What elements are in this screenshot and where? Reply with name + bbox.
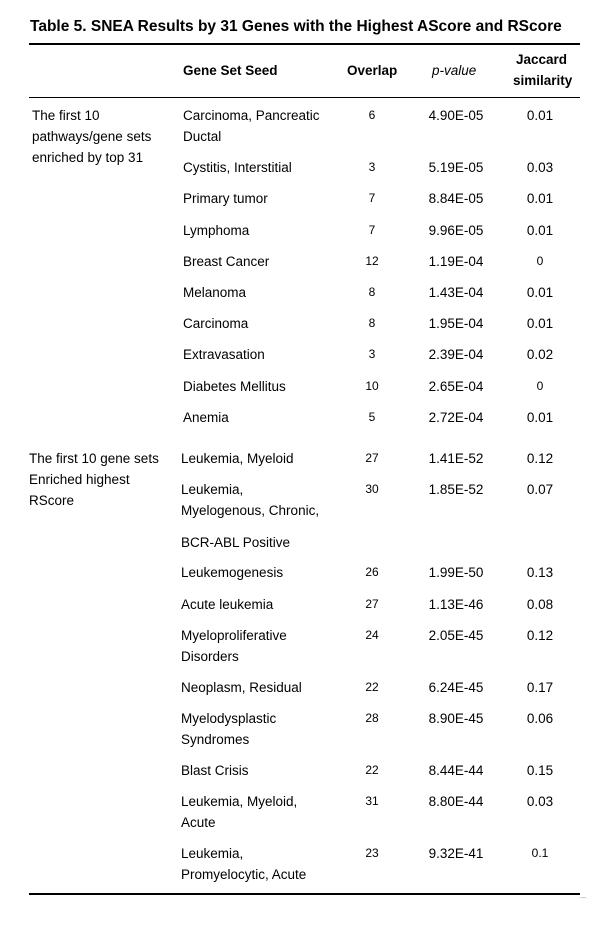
gene-set-seed-line: Leukemia, [181, 846, 244, 861]
p-value-cell: 2.72E-04 [428, 410, 484, 425]
jaccard-cell: 0.1 [531, 846, 549, 860]
gene-set-seed-cell [183, 105, 343, 147]
header-overlap: Overlap [347, 63, 398, 78]
gene-set-seed-cell [183, 313, 343, 334]
gene-set-seed-cell [183, 188, 343, 209]
group-label-line: The first 10 gene sets [29, 451, 159, 466]
gene-set-seed-cell [183, 220, 343, 241]
gene-set-seed-line: Cystitis, Interstitial [183, 160, 292, 175]
overlap-cell: 24 [365, 628, 379, 642]
p-value-cell: 5.19E-05 [428, 160, 484, 175]
overlap-cell: 28 [365, 711, 379, 725]
p-value-cell: 8.84E-05 [428, 191, 484, 206]
p-value-cell: 9.32E-41 [428, 846, 484, 861]
gene-set-seed-line: BCR-ABL Positive [181, 535, 291, 550]
overlap-cell: 23 [365, 846, 379, 860]
jaccard-cell: 0.01 [526, 410, 554, 425]
gene-set-seed-line: Leukemia, Myeloid [181, 451, 294, 466]
p-value-cell: 4.90E-05 [428, 108, 484, 123]
jaccard-cell: 0.02 [526, 347, 554, 362]
header-jaccard-line1: Jaccard [516, 52, 568, 67]
p-value-cell: 1.95E-04 [428, 316, 484, 331]
overlap-cell: 6 [368, 108, 376, 122]
gene-set-seed-line [181, 521, 341, 532]
gene-set-seed-line: Lymphoma [183, 223, 250, 238]
gene-set-seed-cell [181, 708, 341, 750]
jaccard-cell: 0.08 [526, 597, 554, 612]
overlap-cell: 12 [365, 254, 379, 268]
jaccard-cell: 0.01 [526, 108, 554, 123]
top-rule [29, 43, 580, 45]
p-value-cell: 8.80E-44 [428, 794, 484, 809]
header-p-value [432, 60, 476, 81]
gene-set-seed-cell [181, 760, 341, 781]
overlap-cell: 7 [368, 223, 376, 237]
gene-set-seed-cell [181, 448, 341, 469]
jaccard-cell: 0.03 [526, 794, 554, 809]
jaccard-cell: 0.13 [526, 565, 554, 580]
jaccard-cell: 0.12 [526, 451, 554, 466]
gene-set-seed-line: Melanoma [183, 285, 247, 300]
gene-set-seed-cell [181, 677, 341, 698]
p-value-cell: 2.05E-45 [428, 628, 484, 643]
gene-set-seed-line: Acute [181, 815, 216, 830]
group-label [32, 105, 172, 168]
p-value-cell: 8.44E-44 [428, 763, 484, 778]
group-label-line: The first 10 [32, 108, 100, 123]
header-jaccard-line2: similarity [513, 73, 573, 88]
group-label-line: RScore [29, 493, 75, 508]
gene-set-seed-line: Myelodysplastic [181, 711, 277, 726]
group-label-line: enriched by top 31 [32, 150, 144, 165]
p-value-cell: 2.65E-04 [428, 379, 484, 394]
gene-set-seed-cell [183, 251, 343, 272]
gene-set-seed-line: Myelogenous, Chronic, [181, 503, 320, 518]
gene-set-seed-cell [181, 479, 341, 553]
overlap-cell: 3 [368, 160, 376, 174]
gene-set-seed-line: Anemia [183, 410, 229, 425]
p-value-cell: 1.41E-52 [428, 451, 484, 466]
overlap-cell: 7 [368, 191, 376, 205]
overlap-cell: 8 [368, 285, 376, 299]
overlap-cell: 3 [368, 347, 376, 361]
p-value-cell: 1.43E-04 [428, 285, 484, 300]
overlap-cell: 26 [365, 565, 379, 579]
group-label-line: Enriched highest [29, 472, 130, 487]
gene-set-seed-line: Acute leukemia [181, 597, 274, 612]
overlap-cell: 27 [365, 451, 379, 465]
group-label [29, 448, 179, 511]
jaccard-cell: 0.06 [526, 711, 554, 726]
jaccard-cell: 0.17 [526, 680, 554, 695]
gene-set-seed-line: Diabetes Mellitus [183, 379, 286, 394]
jaccard-cell: 0 [536, 379, 544, 393]
gene-set-seed-line: Ductal [183, 129, 222, 144]
gene-set-seed-line: Carcinoma, Pancreatic [183, 108, 320, 123]
overlap-cell: 30 [365, 482, 379, 496]
p-value-cell: 8.90E-45 [428, 711, 484, 726]
gene-set-seed-line: Carcinoma [183, 316, 249, 331]
header-p-value-text: p-value [432, 63, 477, 78]
gene-set-seed-line: Syndromes [181, 732, 250, 747]
gene-set-seed-line: Breast Cancer [183, 254, 270, 269]
bottom-rule [29, 893, 580, 895]
gene-set-seed-cell [183, 407, 343, 428]
gene-set-seed-line: Neoplasm, Residual [181, 680, 302, 695]
header-gene-set-seed: Gene Set Seed [183, 63, 278, 78]
gene-set-seed-line: Leukemogenesis [181, 565, 284, 580]
p-value-cell: 6.24E-45 [428, 680, 484, 695]
gene-set-seed-line: Leukemia, [181, 482, 244, 497]
overlap-cell: 22 [365, 763, 379, 777]
gene-set-seed-cell [183, 282, 343, 303]
p-value-cell: 2.39E-04 [428, 347, 484, 362]
jaccard-cell: 0.03 [526, 160, 554, 175]
gene-set-seed-cell [183, 157, 343, 178]
gene-set-seed-line: Blast Crisis [181, 763, 249, 778]
gene-set-seed-cell [183, 376, 343, 397]
table-title: Table 5. SNEA Results by 31 Genes with the Highest AScore and RScore [30, 18, 562, 35]
jaccard-cell: 0.01 [526, 316, 554, 331]
header-rule [29, 97, 580, 98]
overlap-cell: 8 [368, 316, 376, 330]
overlap-cell: 27 [365, 597, 379, 611]
gene-set-seed-cell [181, 625, 341, 667]
jaccard-cell: 0.01 [526, 223, 554, 238]
jaccard-cell: 0 [536, 254, 544, 268]
corner-mark: ⌒ [579, 897, 587, 906]
jaccard-cell: 0.07 [526, 482, 554, 497]
gene-set-seed-line: Promyelocytic, Acute [181, 867, 307, 882]
gene-set-seed-cell [181, 594, 341, 615]
p-value-cell: 9.96E-05 [428, 223, 484, 238]
overlap-cell: 10 [365, 379, 379, 393]
jaccard-cell: 0.15 [526, 763, 554, 778]
group-label-line: pathways/gene sets [32, 129, 152, 144]
gene-set-seed-cell [181, 791, 341, 833]
gene-set-seed-line: Primary tumor [183, 191, 268, 206]
gene-set-seed-line: Leukemia, Myeloid, [181, 794, 298, 809]
p-value-cell: 1.85E-52 [428, 482, 484, 497]
jaccard-cell: 0.12 [526, 628, 554, 643]
overlap-cell: 22 [365, 680, 379, 694]
gene-set-seed-cell [181, 562, 341, 583]
overlap-cell: 5 [368, 410, 376, 424]
jaccard-cell: 0.01 [526, 191, 554, 206]
p-value-cell: 1.99E-50 [428, 565, 484, 580]
gene-set-seed-line: Myeloproliferative [181, 628, 287, 643]
p-value-cell: 1.19E-04 [428, 254, 484, 269]
gene-set-seed-cell [183, 344, 343, 365]
gene-set-seed-cell [181, 843, 341, 885]
jaccard-cell: 0.01 [526, 285, 554, 300]
gene-set-seed-line: Extravasation [183, 347, 265, 362]
overlap-cell: 31 [365, 794, 379, 808]
p-value-cell: 1.13E-46 [428, 597, 484, 612]
gene-set-seed-line: Disorders [181, 649, 239, 664]
